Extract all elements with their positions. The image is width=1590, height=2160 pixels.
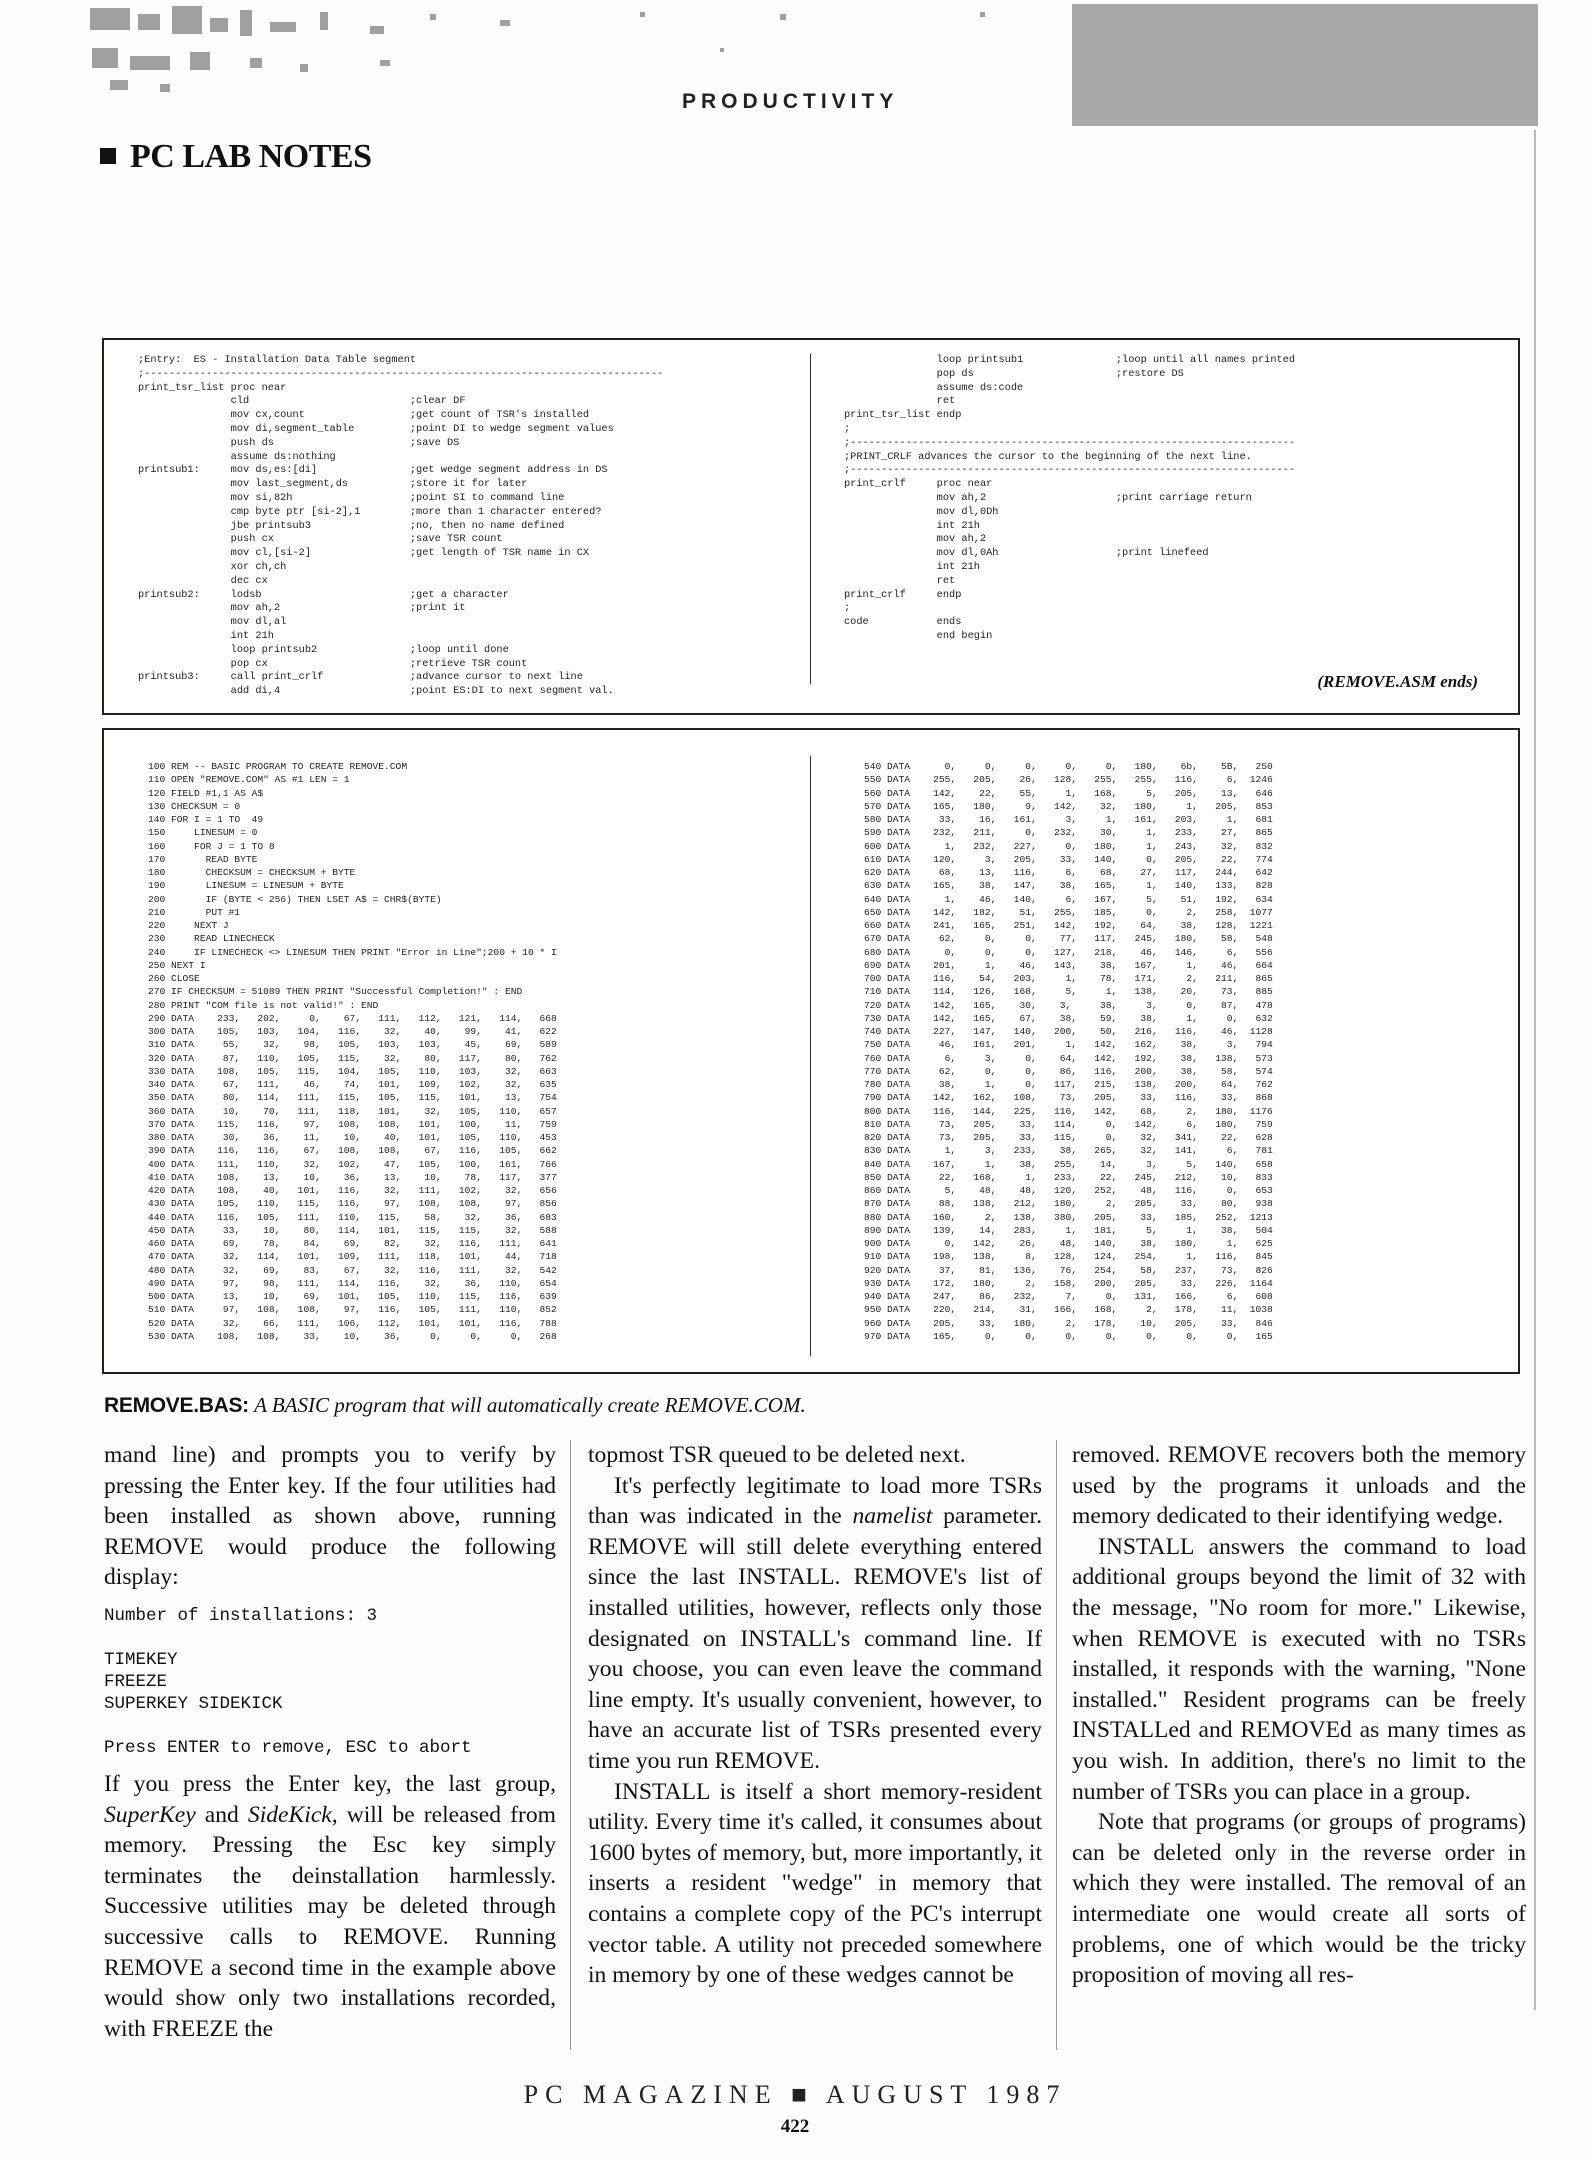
header-gray-block	[1072, 4, 1538, 126]
section-label: PRODUCTIVITY	[682, 90, 899, 113]
paragraph: topmost TSR queued to be deleted next.	[588, 1442, 966, 1468]
display-line: Number of installations: 3	[104, 1605, 378, 1626]
page-title: PC LAB NOTES	[130, 138, 372, 175]
asm-listing-right: loop printsub1 ;loop until all names printed pop ds ;restore DS assume ds:code ret print_tsr_list endp ; ;------------------------------------------------------------------------ ;PRINT_CRLF advances the cursor to the beginning of the next line. ;------------------------------------------------------------------------ print_crlf proc near mov ah,2 ;print carriage return mov dl,0Dh int 21h mov ah,2 mov dl,0Ah ;print linefeed int 21h ret print_crlf endp ; code ends end begin	[844, 354, 1296, 642]
display-line: FREEZE	[104, 1671, 168, 1692]
paragraph: INSTALL answers the command to load additional groups beyond the limit of 32 with the message, "No room for more." Likewise, when REMOVE is executed with no TSRs installed, it responds with the warning, "None installed." Resident programs can be freely INSTALLed and REMOVEd as many times as you wish. In addition, there's no limit to the number of TSRs you can place in a group.	[1072, 1533, 1526, 1805]
paragraph	[588, 1471, 1042, 1777]
bas-listing-left: 100 REM -- BASIC PROGRAM TO CREATE REMOVE.COM 110 OPEN "REMOVE.COM" AS #1 LEN = 1 120 FIELD #1,1 AS A$ 130 CHECKSUM = 0 140 FOR I = 1 TO 49 150 LINESUM = 0 160 FOR J = 1 TO 8 170 READ BYTE 180 CHECKSUM = CHECKSUM + BYTE 190 LINESUM = LINESUM + BYTE 200 IF (BYTE < 256) THEN LSET A$ = CHR$(BYTE) 210 PUT #1 220 NEXT J 230 READ LINECHECK 240 IF LINECHECK <> LINESUM THEN PRINT "Error in Line";200 + 10 * I 250 NEXT I 260 CLOSE 270 IF CHECKSUM = 51089 THEN PRINT "Successful Completion!" : END 280 PRINT "COM file is not valid!" : END 290 DATA 233, 202, 0, 67, 111, 112, 121, 114, 668 300 DATA 105, 103, 104, 116, 32, 40, 99, 41, 622 310 DATA 55, 32, 98, 105, 103, 103, 45, 69, 589 320 DATA 87, 110, 105, 115, 32, 80, 117, 80, 762 330 DATA 108, 105, 115, 104, 105, 110, 103, 32, 663 340 DATA 67, 111, 46, 74, 101, 109, 102, 32, 635 350 DATA 80, 114, 111, 115, 105, 115, 101, 13, 754 360 DATA 10, 70, 111, 118, 101, 32, 105, 110, 657 370 DATA 115, 116, 97, 108, 108, 101, 100, 11, 759 380 DATA 30, 36, 11, 10, 40, 101, 105, 110, 453 390 DATA 116, 116, 67, 108, 108, 67, 116, 105, 662 400 DATA 111, 110, 32, 102, 47, 105, 100, 161, 766 410 DATA 108, 13, 10, 36, 13, 10, 78, 117, 377 420 DATA 108, 40, 101, 116, 32, 111, 102, 32, 656 430 DATA 105, 110, 115, 116, 97, 108, 108, 97, 856 440 DATA 116, 105, 111, 110, 115, 58, 32, 36, 683 450 DATA 33, 10, 80, 114, 101, 115, 115, 32, 588 460 DATA 69, 78, 84, 69, 82, 32, 116, 111, 641 470 DATA 32, 114, 101, 109, 111, 118, 101, 44, 718 480 DATA 32, 69, 83, 67, 32, 116, 111, 32, 542 490 DATA 97, 98, 111, 114, 116, 32, 36, 110, 654 500 DATA 13, 10, 69, 101, 105, 110, 115, 116, 639 510 DATA 97, 108, 108, 97, 116, 105, 111, 110, 852 520 DATA 32, 66, 111, 106, 112, 101, 101, 116, 788 530 DATA 108, 108, 33, 10, 36, 0, 0, 0, 268	[148, 761, 557, 1342]
asm-column-divider	[810, 354, 811, 684]
text-run: , will be released from memory. Pressing the Esc key simply terminates the deinstallation harmlessly. Successive utilities may be deleted through successive calls to REMOVE. Running REMOVE a second time in the example above would show only two installations recorded, with FREEZE the	[104, 1801, 556, 2042]
text-run: It's perfectly legitimate to load more TSRs than was indicated in the	[588, 1472, 1042, 1530]
footer-masthead: PC MAGAZINE ■ AUGUST 1987	[523, 2080, 1067, 2109]
bas-listing-box	[102, 728, 1520, 1374]
caption-text: A BASIC program that will automatically create REMOVE.COM.	[254, 1393, 806, 1417]
product-name: SideKick	[247, 1801, 332, 1828]
article-column-2	[588, 1440, 1042, 1991]
display-line: SUPERKEY SIDEKICK	[104, 1693, 283, 1714]
parameter-name: namelist	[852, 1503, 933, 1530]
asm-listing-left: ;Entry: ES - Installation Data Table segment ;------------------------------------------------------------------------------------ print_tsr_list proc near cld ;clear DF mov cx,count ;get count of TSR's installed mov di,segment_table ;point DI to wedge segment values push ds ;save DS assume ds:nothing printsub1: mov ds,es:[di] ;get wedge segment address in DS mov last_segment,ds ;store it for later mov si,82h ;point SI to command line cmp byte ptr [si-2],1 ;more than 1 character entered? jbe printsub3 ;no, then no name defined push cx ;save TSR count mov cl,[si-2] ;get length of TSR name in CX xor ch,ch dec cx printsub2: lodsb ;get a character mov ah,2 ;print it mov dl,al int 21h loop printsub2 ;loop until done pop cx ;retrieve TSR count printsub3: call print_crlf ;advance cursor to next line add di,4 ;point ES:DI to next segment val.	[138, 354, 664, 698]
page-number: 422	[780, 2116, 810, 2137]
product-name: SuperKey	[104, 1801, 196, 1828]
article-column-1	[104, 1440, 556, 2044]
column-rule-1	[570, 1440, 571, 2050]
asm-listing-box	[102, 338, 1520, 715]
bas-column-divider	[810, 756, 811, 1356]
paragraph: mand line) and prompts you to verify by pressing the Enter key. If the four utilities had been installed as shown above, running REMOVE would produce the following display:	[104, 1442, 556, 1591]
asm-end-note: (REMOVE.ASM ends)	[1317, 672, 1478, 691]
bas-listing-right: 540 DATA 0, 0, 0, 0, 0, 180, 6b, 5B, 250 550 DATA 255, 205, 26, 128, 255, 255, 116, 6, 1246 560 DATA 142, 22, 55, 1, 168, 5, 205, 13, 646 570 DATA 165, 180, 9, 142, 32, 180, 1, 205, 853 580 DATA 33, 16, 161, 3, 1, 161, 203, 1, 681 590 DATA 232, 211, 0, 232, 30, 1, 233, 27, 865 600 DATA 1, 232, 227, 0, 180, 1, 243, 32, 832 610 DATA 120, 3, 205, 33, 140, 0, 205, 22, 774 620 DATA 68, 13, 116, 6, 68, 27, 117, 244, 642 630 DATA 165, 38, 147, 38, 165, 1, 140, 133, 828 640 DATA 1, 46, 140, 6, 167, 5, 51, 192, 634 650 DATA 142, 182, 51, 255, 185, 0, 2, 258, 1077 660 DATA 241, 165, 251, 142, 192, 64, 38, 128, 1221 670 DATA 62, 0, 0, 77, 117, 245, 180, 58, 548 680 DATA 0, 0, 0, 127, 218, 46, 146, 6, 556 690 DATA 201, 1, 46, 143, 38, 167, 1, 46, 664 700 DATA 116, 54, 203, 1, 78, 171, 2, 211, 865 710 DATA 114, 126, 168, 5, 1, 138, 20, 73, 885 720 DATA 142, 165, 30, 3, 38, 3, 0, 87, 478 730 DATA 142, 165, 67, 38, 59, 38, 1, 0, 632 740 DATA 227, 147, 140, 200, 50, 216, 116, 46, 1128 750 DATA 46, 161, 201, 1, 142, 162, 38, 3, 794 760 DATA 6, 3, 0, 64, 142, 192, 38, 138, 573 770 DATA 62, 0, 0, 86, 116, 200, 38, 58, 574 780 DATA 38, 1, 0, 117, 215, 138, 200, 64, 762 790 DATA 142, 162, 108, 73, 205, 33, 116, 33, 868 800 DATA 116, 144, 225, 116, 142, 68, 2, 180, 1176 810 DATA 73, 205, 33, 114, 0, 142, 6, 180, 759 820 DATA 73, 205, 33, 115, 0, 32, 341, 22, 628 830 DATA 1, 3, 233, 38, 265, 32, 141, 6, 781 840 DATA 167, 1, 38, 255, 14, 3, 5, 140, 658 850 DATA 22, 168, 1, 233, 22, 245, 212, 10, 833 860 DATA 5, 48, 48, 120, 252, 48, 116, 0, 653 870 DATA 88, 138, 212, 180, 2, 205, 33, 80, 938 880 DATA 160, 2, 138, 380, 205, 33, 185, 252, 1213 890 DATA 139, 14, 283, 1, 181, 5, 1, 38, 504 900 DATA 0, 142, 26, 48, 140, 38, 180, 1, 625 910 DATA 198, 138, 8, 128, 124, 254, 1, 116, 845 920 DATA 37, 81, 136, 76, 254, 58, 237, 73, 826 930 DATA 172, 180, 2, 158, 200, 205, 33, 226, 1164 940 DATA 247, 86, 232, 7, 0, 131, 166, 6, 608 950 DATA 220, 214, 31, 166, 168, 2, 178, 11, 1038 960 DATA 205, 33, 180, 2, 178, 10, 205, 33, 846 970 DATA 165, 0, 0, 0, 0, 0, 0, 0, 165	[864, 761, 1273, 1342]
right-frame-rule	[1534, 130, 1536, 2010]
paragraph: Note that programs (or groups of programs) can be deleted only in the reverse order in which they were installed. The removal of an intermediate one would create all sorts of problems, one of which would be the tricky proposition of moving all res-	[1072, 1809, 1526, 1989]
text-run: parameter. REMOVE will still delete everything entered since the last INSTALL. REMOVE's list of installed utilities, however, reflects only those designated on INSTALL's command line. If you choose, you can even leave the command line empty. It's usually convenient, however, to have an accurate list of TSRs presented every time you run REMOVE.	[588, 1503, 1042, 1774]
title-bullet-icon	[100, 148, 116, 164]
display-line: TIMEKEY	[104, 1649, 178, 1670]
column-rule-2	[1056, 1440, 1057, 2050]
paragraph	[104, 1769, 556, 2044]
text-run: and	[195, 1801, 248, 1828]
display-line: Press ENTER to remove, ESC to abort	[104, 1737, 472, 1758]
paragraph: removed. REMOVE recovers both the memory used by the programs it unloads and the memory dedicated to their identifying wedge.	[1072, 1442, 1526, 1530]
caption-label: REMOVE.BAS:	[104, 1394, 249, 1417]
paragraph: INSTALL is itself a short memory-resident utility. Every time it's called, it consumes about 1600 bytes of memory, but, more importantly, it inserts a resident "wedge" in memory that contains a complete copy of the PC's interrupt vector table. A utility not preceded somewhere in memory by one of these wedges cannot be	[588, 1778, 1042, 1989]
text-run: If you press the Enter key, the last group,	[104, 1770, 556, 1797]
figure-caption	[104, 1393, 806, 1418]
sample-display	[104, 1605, 556, 1759]
article-column-3	[1072, 1440, 1526, 1991]
